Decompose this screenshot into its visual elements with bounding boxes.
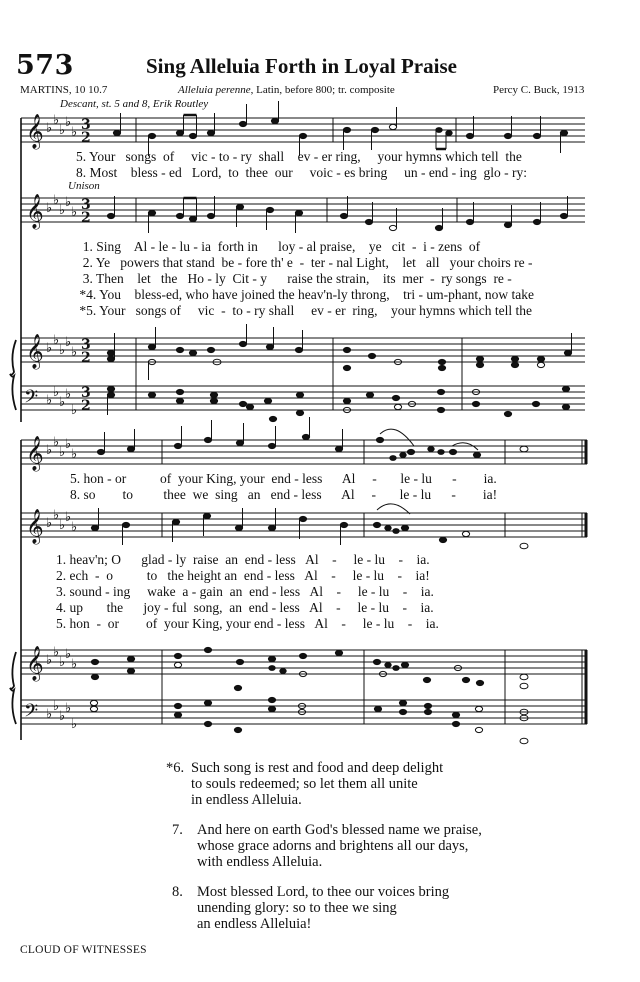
svg-text:♭: ♭	[59, 395, 66, 410]
svg-text:♭: ♭	[65, 437, 72, 452]
svg-text:♭: ♭	[46, 707, 53, 722]
svg-text:♭: ♭	[71, 205, 78, 220]
stanza-line: And here on earth God's blessed name we praise,	[197, 822, 482, 838]
svg-text:2: 2	[81, 398, 91, 414]
svg-text:♭: ♭	[53, 699, 60, 714]
svg-text:♭: ♭	[71, 447, 78, 462]
svg-text:♭: ♭	[53, 645, 60, 660]
svg-text:𝄞: 𝄞	[26, 334, 44, 369]
hymn-title: Sing Alleluia Forth in Loyal Praise	[146, 54, 457, 78]
section-footer: CLOUD OF WITNESSES	[20, 944, 147, 956]
piano-bass-staff-2	[21, 650, 587, 724]
stanza-line: an endless Alleluia!	[197, 916, 312, 932]
piano-bass-notes-2	[90, 685, 528, 743]
stanza-line: with endless Alleluia.	[197, 854, 323, 870]
svg-text:♭: ♭	[65, 115, 72, 130]
descant-lyric-line: 8. so to thee we sing an end - less Al - le - lu - ia!	[70, 487, 498, 502]
verse-lyric-line: 4. up the joy - ful song, an end - less Al - le - lu - ia.	[56, 600, 434, 615]
verse-lyric-line: 3. sound - ing wake a - gain an end - less Al - le - lu - ia.	[56, 584, 434, 599]
svg-text:♭: ♭	[59, 709, 66, 724]
verse-lyric-line: 5. hon - or of your King, your end - less Al - le - lu - ia.	[56, 616, 439, 631]
descant-notes-1	[113, 101, 567, 156]
melody-staff-1	[21, 198, 585, 222]
svg-text:𝄢: 𝄢	[24, 387, 39, 412]
hymn-number: 573	[16, 50, 74, 81]
verse-lyric-line: 2. ech - o to the height an end - less Al - le - lu - ia!	[56, 568, 430, 583]
svg-text:♭: ♭	[65, 510, 72, 525]
verse-lyric-line: 3. Then let the Ho - ly Cit - y raise the strain, its mer - ry songs re -	[76, 271, 512, 286]
descant-lyric-line: 5. Your songs of vic - to - ry shall ev - er ring, your hymns which tell the	[76, 149, 522, 164]
stanza-line: to souls redeemed; so let them all unite	[191, 776, 418, 792]
svg-text:♭: ♭	[46, 443, 53, 458]
svg-text:2: 2	[81, 210, 91, 226]
svg-text:𝄞: 𝄞	[26, 194, 44, 229]
verse-lyric-line: 1. Sing Al - le - lu - ia forth in loy - al praise, ye cit - i - zens of	[76, 239, 481, 254]
svg-text:♭: ♭	[65, 647, 72, 662]
stanza-line: unending glory: so to thee we sing	[197, 900, 397, 916]
unison-marking: Unison	[68, 180, 100, 192]
svg-text:♭: ♭	[53, 333, 60, 348]
stanza-line: in endless Alleluia.	[191, 792, 302, 808]
svg-text:♭: ♭	[65, 387, 72, 402]
svg-text:♭: ♭	[53, 113, 60, 128]
svg-text:♭: ♭	[71, 520, 78, 535]
svg-text:𝄞: 𝄞	[26, 436, 44, 471]
descant-staff-2	[21, 440, 587, 464]
stanza-8	[172, 884, 512, 934]
svg-text:♭: ♭	[53, 508, 60, 523]
descant-credit: Descant, st. 5 and 8, Erik Routley	[60, 98, 209, 110]
tune-name: MARTINS, 10 10.7	[20, 84, 108, 96]
verse-lyric-line: 1. heav'n; O glad - ly raise an end - less Al - le - lu - ia.	[56, 552, 430, 567]
svg-text:♭: ♭	[71, 403, 78, 418]
stanza-line: whose grace adorns and brightens all our days,	[197, 838, 469, 854]
svg-text:2: 2	[81, 130, 91, 146]
svg-text:♭: ♭	[71, 125, 78, 140]
svg-text:𝄞: 𝄞	[26, 646, 44, 681]
svg-text:♭: ♭	[71, 345, 78, 360]
svg-text:♭: ♭	[59, 518, 66, 533]
stanza-line: Most blessed Lord, to thee our voices bring	[197, 884, 450, 900]
svg-text:♭: ♭	[46, 121, 53, 136]
verse-lyric-line: *4. You bless-ed, who have joined the heav'n-ly throng, tri - um-phant, now take	[76, 287, 534, 302]
svg-text:3: 3	[81, 337, 91, 353]
stanza-number: 8.	[172, 884, 183, 900]
stanza-line: Such song is rest and food and deep delight	[191, 760, 444, 776]
verse-lyric-line: 2. Ye powers that stand be - fore th' e - ter - nal Light, let all your choirs re -	[76, 255, 533, 270]
svg-text:♭: ♭	[71, 717, 78, 732]
svg-text:3: 3	[81, 197, 91, 213]
stanza-number: *6.	[166, 760, 185, 776]
svg-text:♭: ♭	[46, 516, 53, 531]
verse-lyric-line: *5. Your songs of vic - to - ry shall ev - er ring, your hymns which tell the	[76, 303, 532, 318]
svg-text:♭: ♭	[59, 203, 66, 218]
svg-text:♭: ♭	[59, 343, 66, 358]
key-signature-flats	[46, 113, 77, 732]
melody-notes-1	[107, 196, 567, 233]
svg-text:♭: ♭	[46, 201, 53, 216]
melody-notes-2	[91, 504, 528, 549]
svg-text:♭: ♭	[53, 435, 60, 450]
stanza-number: 7.	[172, 822, 183, 838]
svg-text:♭: ♭	[71, 657, 78, 672]
svg-text:♭: ♭	[53, 193, 60, 208]
svg-text:♭: ♭	[65, 195, 72, 210]
text-source-title: Alleluia perenne	[178, 84, 251, 96]
svg-text:2: 2	[81, 350, 91, 366]
svg-text:♭: ♭	[59, 655, 66, 670]
svg-text:♭: ♭	[46, 393, 53, 408]
svg-text:♭: ♭	[65, 335, 72, 350]
svg-text:3: 3	[81, 385, 91, 401]
svg-text:♭: ♭	[59, 445, 66, 460]
stanza-7	[172, 822, 512, 872]
stanza-6	[166, 760, 506, 810]
svg-text:♭: ♭	[46, 653, 53, 668]
svg-text:♭: ♭	[46, 341, 53, 356]
svg-text:♭: ♭	[59, 123, 66, 138]
svg-text:♭: ♭	[53, 385, 60, 400]
composer-credit: Percy C. Buck, 1913	[493, 84, 585, 96]
svg-text:3: 3	[81, 117, 91, 133]
treble-clef-icon: 𝄞	[26, 114, 44, 149]
descant-lyric-line: 5. hon - or of your King, your end - less Al - le - lu - ia.	[70, 471, 497, 486]
text-source-detail: , Latin, before 800; tr. composite	[250, 84, 395, 96]
svg-text:♭: ♭	[65, 701, 72, 716]
svg-text:𝄢: 𝄢	[24, 701, 39, 726]
svg-text:𝄞: 𝄞	[26, 509, 44, 544]
descant-lyric-line: 8. Most bless - ed Lord, to thee our voic - es bring un - end - ing glo - ry:	[76, 165, 528, 180]
piano-treble-notes-1	[107, 324, 571, 380]
